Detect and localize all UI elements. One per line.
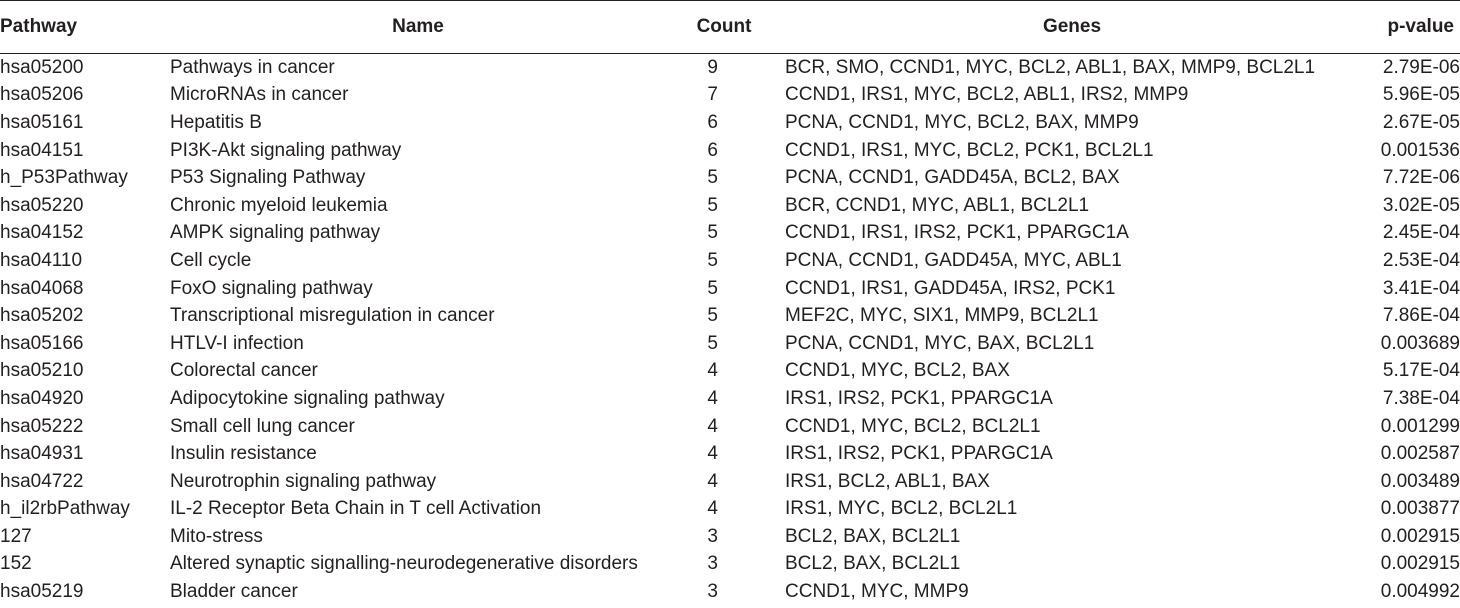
- cell-pathway: hsa04920: [0, 387, 84, 409]
- cell-genes: IRS1, IRS2, PCK1, PPARGC1A: [785, 387, 1053, 409]
- cell-pvalue: 0.002587: [1380, 443, 1460, 465]
- cell-pvalue: 0.001299: [1380, 415, 1460, 437]
- cell-name: FoxO signaling pathway: [170, 277, 373, 299]
- cell-name: IL-2 Receptor Beta Chain in T cell Activation: [170, 498, 542, 520]
- table-row: [0, 109, 1460, 137]
- cell-count: 3: [707, 553, 718, 575]
- cell-pathway: hsa04152: [0, 222, 84, 244]
- cell-count: 4: [707, 443, 718, 465]
- table-row: [0, 192, 1460, 220]
- cell-genes: CCND1, IRS1, MYC, BCL2, PCK1, BCL2L1: [785, 139, 1154, 161]
- cell-pathway: h_il2rbPathway: [0, 498, 130, 520]
- cell-count: 6: [707, 111, 718, 133]
- cell-count: 4: [707, 470, 718, 492]
- cell-name: Bladder cancer: [170, 581, 298, 603]
- cell-pvalue: 0.002915: [1380, 525, 1460, 547]
- cell-name: Mito-stress: [170, 525, 263, 547]
- cell-name: Pathways in cancer: [170, 56, 335, 78]
- cell-pathway: hsa04068: [0, 277, 84, 299]
- cell-name: Adipocytokine signaling pathway: [170, 387, 445, 409]
- header-count: Count: [668, 1, 780, 54]
- cell-count: 3: [707, 581, 718, 603]
- header-row: [0, 1, 1460, 54]
- cell-name: Hepatitis B: [170, 111, 262, 133]
- cell-pathway: hsa05202: [0, 305, 84, 327]
- table-body: [0, 54, 1460, 606]
- table-row: [0, 275, 1460, 303]
- cell-name: Altered synaptic signalling-neurodegenerative disorders: [170, 553, 638, 575]
- cell-pvalue: 0.003689: [1380, 332, 1460, 354]
- cell-pathway: hsa04722: [0, 470, 84, 492]
- cell-pathway: hsa05220: [0, 194, 84, 216]
- cell-count: 5: [707, 277, 718, 299]
- cell-name: Transcriptional misregulation in cancer: [170, 305, 495, 327]
- cell-genes: PCNA, CCND1, MYC, BCL2, BAX, MMP9: [785, 111, 1139, 133]
- table-row: [0, 302, 1460, 330]
- cell-genes: PCNA, CCND1, GADD45A, MYC, ABL1: [785, 249, 1122, 271]
- header-genes: Genes: [780, 1, 1364, 54]
- cell-pathway: hsa05219: [0, 581, 84, 603]
- cell-pvalue: 5.17E-04: [1382, 360, 1460, 382]
- table-row: [0, 164, 1460, 192]
- table-row: [0, 578, 1460, 606]
- table-row: [0, 523, 1460, 551]
- cell-name: Small cell lung cancer: [170, 415, 355, 437]
- cell-pathway: hsa04110: [0, 249, 83, 271]
- cell-name: AMPK signaling pathway: [170, 222, 381, 244]
- cell-pathway: h_P53Pathway: [0, 167, 128, 189]
- cell-genes: IRS1, BCL2, ABL1, BAX: [785, 470, 990, 492]
- cell-genes: CCND1, MYC, BCL2, BAX: [785, 360, 1010, 382]
- cell-pathway: hsa05161: [0, 111, 84, 133]
- cell-count: 4: [707, 415, 718, 437]
- table-row: [0, 496, 1460, 524]
- table-row: [0, 330, 1460, 358]
- cell-genes: CCND1, MYC, BCL2, BCL2L1: [785, 415, 1041, 437]
- cell-name: Colorectal cancer: [170, 360, 318, 382]
- cell-pvalue: 7.72E-06: [1382, 167, 1460, 189]
- cell-count: 6: [707, 139, 718, 161]
- cell-count: 9: [707, 56, 718, 78]
- cell-pvalue: 0.002915: [1380, 553, 1460, 575]
- cell-genes: CCND1, IRS1, GADD45A, IRS2, PCK1: [785, 277, 1116, 299]
- table-row: [0, 220, 1460, 248]
- cell-pathway: hsa05166: [0, 332, 84, 354]
- cell-name: HTLV-I infection: [170, 332, 304, 354]
- table-row: [0, 385, 1460, 413]
- cell-pathway: hsa05222: [0, 415, 84, 437]
- cell-genes: BCR, SMO, CCND1, MYC, BCL2, ABL1, BAX, MMP9, BCL2L1: [785, 56, 1316, 78]
- cell-pvalue: 2.45E-04: [1382, 222, 1460, 244]
- cell-pvalue: 3.02E-05: [1382, 194, 1460, 216]
- header-name: Name: [168, 1, 668, 54]
- cell-count: 5: [707, 249, 718, 271]
- table-row: [0, 82, 1460, 110]
- cell-genes: BCL2, BAX, BCL2L1: [785, 553, 961, 575]
- cell-count: 5: [707, 194, 718, 216]
- cell-pathway: hsa05210: [0, 360, 84, 382]
- cell-pvalue: 0.003489: [1380, 470, 1460, 492]
- cell-pathway: 152: [0, 553, 32, 575]
- cell-pvalue: 2.79E-06: [1382, 56, 1460, 78]
- table-row: [0, 54, 1460, 82]
- cell-genes: PCNA, CCND1, GADD45A, BCL2, BAX: [785, 167, 1120, 189]
- cell-count: 7: [707, 84, 718, 106]
- cell-pvalue: 5.96E-05: [1382, 84, 1460, 106]
- cell-genes: BCR, CCND1, MYC, ABL1, BCL2L1: [785, 194, 1090, 216]
- cell-pathway: hsa04931: [0, 443, 84, 465]
- table-row: [0, 551, 1460, 579]
- cell-pathway: hsa04151: [0, 139, 84, 161]
- cell-pvalue: 3.41E-04: [1382, 277, 1460, 299]
- cell-count: 3: [707, 525, 718, 547]
- table-row: [0, 247, 1460, 275]
- table-header: [0, 1, 1460, 54]
- cell-count: 4: [707, 360, 718, 382]
- cell-genes: CCND1, IRS1, MYC, BCL2, ABL1, IRS2, MMP9: [785, 84, 1189, 106]
- cell-name: Insulin resistance: [170, 443, 317, 465]
- cell-count: 5: [707, 222, 718, 244]
- cell-count: 4: [707, 498, 718, 520]
- cell-pathway: hsa05200: [0, 56, 84, 78]
- cell-name: Chronic myeloid leukemia: [170, 194, 388, 216]
- cell-name: P53 Signaling Pathway: [170, 167, 366, 189]
- cell-pvalue: 0.003877: [1380, 498, 1460, 520]
- cell-pathway: 127: [0, 525, 32, 547]
- cell-pvalue: 0.001536: [1380, 139, 1460, 161]
- table-row: [0, 468, 1460, 496]
- cell-pvalue: 7.38E-04: [1382, 387, 1460, 409]
- table-row: [0, 440, 1460, 468]
- cell-pvalue: 0.004992: [1380, 581, 1460, 603]
- table-row: [0, 137, 1460, 165]
- cell-genes: CCND1, IRS1, IRS2, PCK1, PPARGC1A: [785, 222, 1129, 244]
- header-pathway: Pathway: [0, 1, 168, 54]
- cell-pvalue: 2.53E-04: [1382, 249, 1460, 271]
- cell-genes: CCND1, MYC, MMP9: [785, 581, 969, 603]
- cell-count: 4: [707, 387, 718, 409]
- cell-pathway: hsa05206: [0, 84, 84, 106]
- cell-genes: BCL2, BAX, BCL2L1: [785, 525, 961, 547]
- cell-pvalue: 7.86E-04: [1382, 305, 1460, 327]
- cell-pvalue: 2.67E-05: [1382, 111, 1460, 133]
- cell-count: 5: [707, 167, 718, 189]
- cell-genes: IRS1, IRS2, PCK1, PPARGC1A: [785, 443, 1053, 465]
- cell-genes: PCNA, CCND1, MYC, BAX, BCL2L1: [785, 332, 1095, 354]
- table-row: [0, 413, 1460, 441]
- cell-name: Neurotrophin signaling pathway: [170, 470, 437, 492]
- cell-genes: MEF2C, MYC, SIX1, MMP9, BCL2L1: [785, 305, 1099, 327]
- cell-name: MicroRNAs in cancer: [170, 84, 349, 106]
- cell-name: Cell cycle: [170, 249, 252, 271]
- cell-name: PI3K-Akt signaling pathway: [170, 139, 402, 161]
- header-pvalue: p-value: [1364, 1, 1460, 54]
- cell-genes: IRS1, MYC, BCL2, BCL2L1: [785, 498, 1018, 520]
- cell-count: 5: [707, 305, 718, 327]
- table-row: [0, 358, 1460, 386]
- cell-count: 5: [707, 332, 718, 354]
